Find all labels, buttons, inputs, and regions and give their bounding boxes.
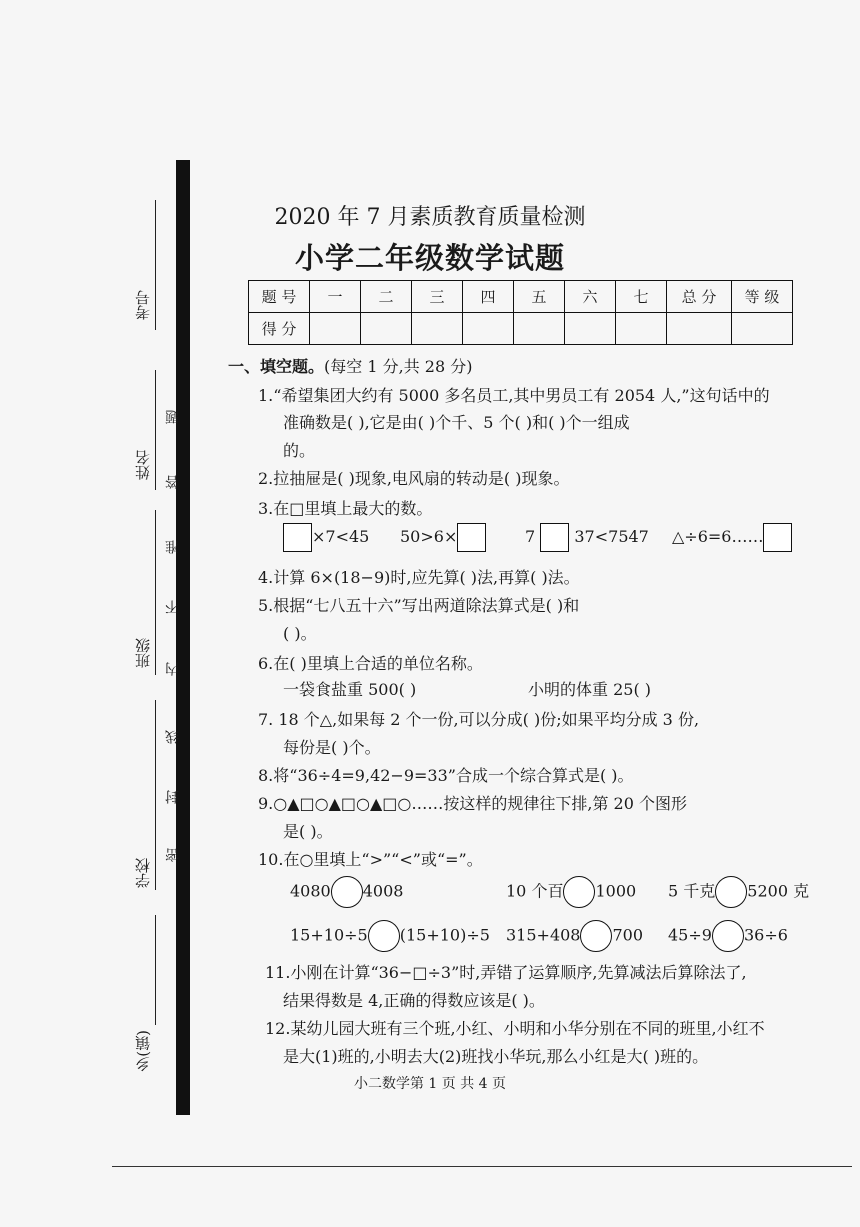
table-cell: 得 分 [249, 313, 310, 345]
school-label: 学校 [134, 858, 152, 888]
question-11-line-2: 结果得数是 4,正确的得数应该是( )。 [283, 991, 545, 1010]
question-4: 4.计算 6×(18−9)时,应先算( )法,再算( )法。 [258, 568, 580, 587]
table-cell: 五 [514, 281, 565, 313]
question-6-item-2: 小明的体重 25( ) [528, 680, 652, 699]
binding-bar [176, 160, 190, 1115]
name-label: 姓名 [134, 450, 152, 480]
expression-text: △÷6=6…… [672, 527, 764, 546]
table-cell: 题 号 [249, 281, 310, 313]
section-note: (每空 1 分,共 28 分) [324, 357, 473, 376]
seal-char: 不 [165, 600, 181, 614]
question-7-line-2: 每份是( )个。 [283, 738, 381, 757]
table-cell: 一 [310, 281, 361, 313]
township-label: 乡(镇) [134, 1030, 152, 1072]
score-cell[interactable] [412, 313, 463, 345]
expression-text: 7 [525, 527, 536, 546]
school-line [155, 700, 156, 890]
expression-text: 50>6× [400, 527, 458, 546]
seal-char: 内 [165, 662, 181, 676]
table-cell: 六 [565, 281, 616, 313]
section-title: 一、填空题。 [228, 357, 325, 376]
score-cell[interactable] [310, 313, 361, 345]
exam-title: 小学二年级数学试题 [294, 241, 565, 275]
question-7-line-1: 7. 18 个△,如果每 2 个一份,可以分成( )份;如果平均分成 3 份, [258, 710, 700, 729]
exam-subtitle: 2020 年 7 月素质教育质量检测 [274, 205, 586, 230]
compare-left: 10 个百 [506, 881, 564, 901]
compare-item [668, 876, 809, 908]
score-cell[interactable] [514, 313, 565, 345]
question-2: 2.拉抽屉是( )现象,电风扇的转动是( )现象。 [258, 469, 570, 488]
compare-circle[interactable] [715, 876, 747, 908]
compare-right: 36÷6 [743, 925, 788, 945]
compare-left: 15+10÷5 [290, 925, 368, 945]
question-3-item-4 [672, 523, 792, 552]
question-9-line-1: 9.○▲□○▲□○▲□○……按这样的规律往下排,第 20 个图形 [258, 794, 687, 813]
compare-right: 4008 [362, 881, 404, 901]
question-12-line-2: 是大(1)班的,小明去大(2)班找小华玩,那么小红是大( )班的。 [283, 1047, 709, 1066]
compare-circle[interactable] [368, 920, 400, 952]
compare-right: 700 [612, 925, 644, 945]
compare-item [506, 920, 643, 952]
question-10: 10.在○里填上“>”“<”或“=”。 [258, 850, 483, 869]
table-cell: 总 分 [667, 281, 732, 313]
seal-char: 封 [165, 790, 181, 804]
question-3-item-2 [400, 523, 486, 552]
score-cell[interactable] [667, 313, 732, 345]
table-cell: 七 [616, 281, 667, 313]
answer-box[interactable] [763, 523, 792, 552]
seal-char: 题 [165, 410, 181, 424]
compare-right: (15+10)÷5 [399, 925, 490, 945]
table-cell: 三 [412, 281, 463, 313]
question-5-line-2: ( )。 [283, 624, 317, 643]
class-line [155, 510, 156, 675]
score-cell[interactable] [616, 313, 667, 345]
question-6-item-1: 一袋食盐重 500( ) [283, 680, 417, 699]
table-cell: 四 [463, 281, 514, 313]
township-line [155, 915, 156, 1025]
compare-left: 5 千克 [668, 881, 716, 901]
score-cell[interactable] [463, 313, 514, 345]
table-cell: 等 级 [732, 281, 793, 313]
score-cell[interactable] [732, 313, 793, 345]
score-table-score-row [249, 313, 793, 345]
compare-left: 45÷9 [668, 925, 712, 945]
question-1-line-1: 1.“希望集团大约有 5000 多名员工,其中男员工有 2054 人,”这句话中的 [258, 386, 770, 405]
compare-circle[interactable] [712, 920, 744, 952]
score-cell[interactable] [361, 313, 412, 345]
expression-text: ×7<45 [312, 527, 370, 546]
seal-char: 密 [165, 848, 181, 862]
seal-char: 线 [165, 730, 181, 744]
name-line [155, 370, 156, 490]
question-8: 8.将“36÷4=9,42−9=33”合成一个综合算式是( )。 [258, 766, 634, 785]
compare-item [290, 920, 490, 952]
compare-item [668, 920, 788, 952]
exam-number-label: 考号 [134, 290, 152, 320]
class-label: 班级 [134, 638, 152, 668]
question-3-item-1 [283, 523, 369, 552]
question-1-line-2: 准确数是( ),它是由( )个千、5 个( )和( )个一组成 [283, 413, 630, 432]
answer-box[interactable] [540, 523, 569, 552]
page-footer: 小二数学第 1 页 共 4 页 [353, 1076, 507, 1092]
seal-char: 准 [165, 540, 181, 554]
compare-right: 1000 [595, 881, 637, 901]
score-cell[interactable] [565, 313, 616, 345]
question-1-line-3: 的。 [283, 441, 316, 460]
expression-text: 37<7547 [574, 527, 649, 546]
compare-item [290, 876, 403, 908]
bottom-rule [112, 1166, 852, 1167]
question-9-line-2: 是( )。 [283, 822, 333, 841]
compare-right: 5200 克 [747, 881, 810, 901]
answer-box[interactable] [457, 523, 486, 552]
question-3-item-3 [525, 523, 649, 552]
question-6: 6.在( )里填上合适的单位名称。 [258, 654, 483, 673]
answer-box[interactable] [283, 523, 312, 552]
table-cell: 二 [361, 281, 412, 313]
compare-circle[interactable] [563, 876, 595, 908]
seal-char: 答 [165, 475, 181, 489]
compare-left: 4080 [290, 881, 331, 901]
compare-circle[interactable] [331, 876, 363, 908]
question-11-line-1: 11.小刚在计算“36−□÷3”时,弄错了运算顺序,先算减法后算除法了, [265, 963, 747, 982]
question-12-line-1: 12.某幼儿园大班有三个班,小红、小明和小华分别在不同的班里,小红不 [265, 1019, 765, 1038]
question-3: 3.在□里填上最大的数。 [258, 499, 433, 518]
compare-left: 315+408 [506, 925, 581, 945]
score-table [248, 280, 793, 345]
compare-item [506, 876, 636, 908]
question-5-line-1: 5.根据“七八五十六”写出两道除法算式是( )和 [258, 596, 580, 615]
score-table-header-row [249, 281, 793, 313]
compare-circle[interactable] [580, 920, 612, 952]
section-heading [228, 354, 472, 377]
